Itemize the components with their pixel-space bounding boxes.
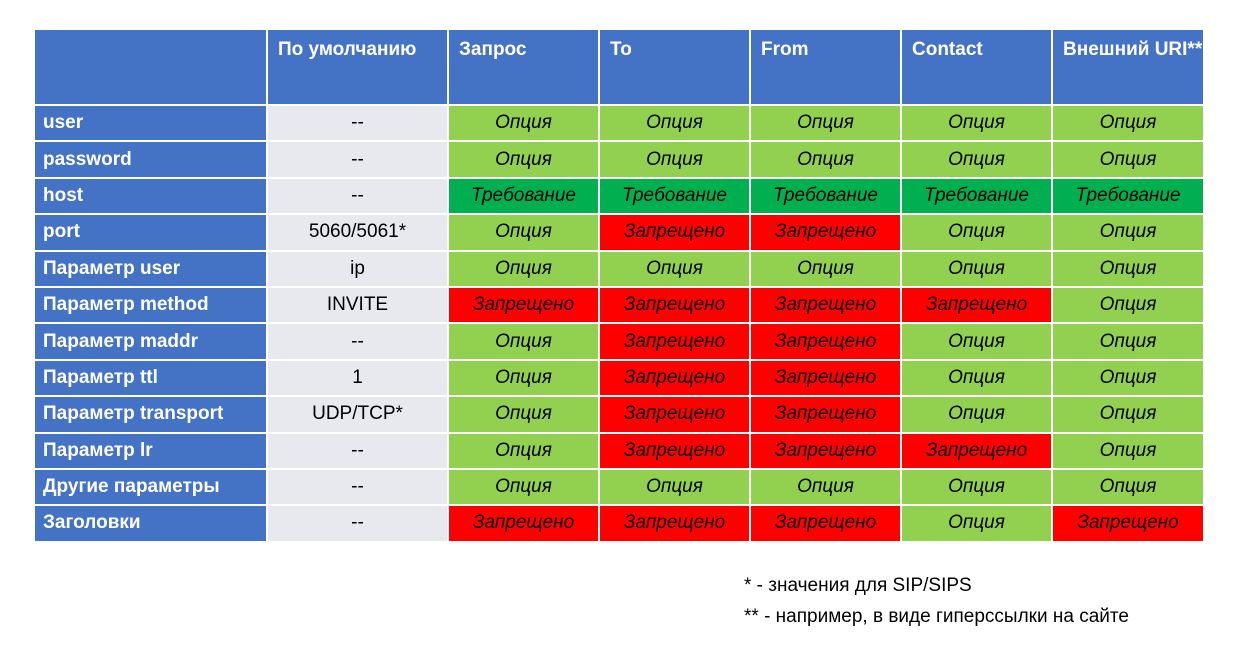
- cell-from: Опция: [750, 105, 901, 141]
- default-value-cell: --: [267, 433, 448, 469]
- cell-contact: Запрещено: [901, 433, 1052, 469]
- cell-external-uri: Опция: [1052, 141, 1204, 177]
- default-value-cell: --: [267, 178, 448, 214]
- row-label: host: [34, 178, 267, 214]
- cell-to: Запрещено: [599, 214, 750, 250]
- cell-contact: Опция: [901, 141, 1052, 177]
- cell-from: Запрещено: [750, 505, 901, 541]
- table-body: [34, 105, 1204, 542]
- header-corner: [34, 29, 267, 105]
- cell-request: Опция: [448, 433, 599, 469]
- row-label: Заголовки: [34, 505, 267, 541]
- header-external-uri: Внешний URI**: [1052, 29, 1204, 105]
- cell-contact: Опция: [901, 469, 1052, 505]
- row-label: Параметр transport: [34, 396, 267, 432]
- header-contact: Contact: [901, 29, 1052, 105]
- cell-contact: Запрещено: [901, 287, 1052, 323]
- default-value-cell: --: [267, 505, 448, 541]
- row-label: Параметр ttl: [34, 360, 267, 396]
- cell-contact: Опция: [901, 323, 1052, 359]
- cell-external-uri: Опция: [1052, 323, 1204, 359]
- table-row: [34, 178, 1204, 214]
- cell-from: Запрещено: [750, 287, 901, 323]
- row-label: Параметр method: [34, 287, 267, 323]
- cell-external-uri: Опция: [1052, 396, 1204, 432]
- cell-from: Опция: [750, 251, 901, 287]
- cell-request: Опция: [448, 214, 599, 250]
- table-row: [34, 396, 1204, 432]
- cell-from: Опция: [750, 469, 901, 505]
- row-label: Параметр lr: [34, 433, 267, 469]
- cell-request: Запрещено: [448, 505, 599, 541]
- cell-external-uri: Опция: [1052, 214, 1204, 250]
- row-label: password: [34, 141, 267, 177]
- default-value-cell: UDP/TCP*: [267, 396, 448, 432]
- table-row: [34, 323, 1204, 359]
- cell-from: Требование: [750, 178, 901, 214]
- row-label: user: [34, 105, 267, 141]
- cell-request: Опция: [448, 360, 599, 396]
- cell-request: Опция: [448, 105, 599, 141]
- cell-from: Запрещено: [750, 433, 901, 469]
- cell-to: Опция: [599, 141, 750, 177]
- cell-from: Запрещено: [750, 214, 901, 250]
- default-value-cell: --: [267, 105, 448, 141]
- cell-contact: Опция: [901, 251, 1052, 287]
- cell-to: Опция: [599, 469, 750, 505]
- cell-to: Запрещено: [599, 287, 750, 323]
- default-value-cell: INVITE: [267, 287, 448, 323]
- cell-contact: Требование: [901, 178, 1052, 214]
- cell-external-uri: Запрещено: [1052, 505, 1204, 541]
- default-value-cell: --: [267, 323, 448, 359]
- cell-contact: Опция: [901, 396, 1052, 432]
- cell-to: Запрещено: [599, 396, 750, 432]
- cell-external-uri: Требование: [1052, 178, 1204, 214]
- table-row: [34, 505, 1204, 541]
- default-value-cell: --: [267, 469, 448, 505]
- row-label: port: [34, 214, 267, 250]
- table-row: [34, 433, 1204, 469]
- header-default: По умолчанию: [267, 29, 448, 105]
- row-label: Параметр user: [34, 251, 267, 287]
- cell-contact: Опция: [901, 214, 1052, 250]
- table-row: [34, 214, 1204, 250]
- cell-external-uri: Опция: [1052, 360, 1204, 396]
- table-row: [34, 141, 1204, 177]
- cell-request: Опция: [448, 396, 599, 432]
- cell-request: Опция: [448, 251, 599, 287]
- table-row: [34, 105, 1204, 141]
- cell-external-uri: Опция: [1052, 469, 1204, 505]
- cell-external-uri: Опция: [1052, 433, 1204, 469]
- sip-uri-components-table: [33, 28, 1205, 543]
- cell-to: Запрещено: [599, 433, 750, 469]
- cell-contact: Опция: [901, 505, 1052, 541]
- cell-from: Опция: [750, 141, 901, 177]
- cell-to: Требование: [599, 178, 750, 214]
- cell-contact: Опция: [901, 105, 1052, 141]
- cell-to: Опция: [599, 251, 750, 287]
- table-row: [34, 287, 1204, 323]
- table-row: [34, 251, 1204, 287]
- cell-external-uri: Опция: [1052, 105, 1204, 141]
- cell-request: Требование: [448, 178, 599, 214]
- default-value-cell: 1: [267, 360, 448, 396]
- header-request: Запрос: [448, 29, 599, 105]
- cell-to: Запрещено: [599, 505, 750, 541]
- row-label: Параметр maddr: [34, 323, 267, 359]
- table-row: [34, 469, 1204, 505]
- default-value-cell: ip: [267, 251, 448, 287]
- cell-from: Запрещено: [750, 360, 901, 396]
- table-row: [34, 360, 1204, 396]
- row-label: Другие параметры: [34, 469, 267, 505]
- cell-from: Запрещено: [750, 323, 901, 359]
- cell-request: Опция: [448, 323, 599, 359]
- footnote-sip-sips: * - значения для SIP/SIPS: [744, 575, 972, 596]
- cell-to: Опция: [599, 105, 750, 141]
- default-value-cell: 5060/5061*: [267, 214, 448, 250]
- footnote-external-uri: ** - например, в виде гиперссылки на сайте: [744, 606, 1129, 627]
- header-to: To: [599, 29, 750, 105]
- cell-to: Запрещено: [599, 323, 750, 359]
- cell-external-uri: Опция: [1052, 287, 1204, 323]
- cell-to: Запрещено: [599, 360, 750, 396]
- default-value-cell: --: [267, 141, 448, 177]
- table-header-row: [34, 29, 1204, 105]
- cell-request: Опция: [448, 469, 599, 505]
- cell-contact: Опция: [901, 360, 1052, 396]
- footnotes: [744, 570, 1129, 632]
- cell-from: Запрещено: [750, 396, 901, 432]
- cell-external-uri: Опция: [1052, 251, 1204, 287]
- cell-request: Опция: [448, 141, 599, 177]
- cell-request: Запрещено: [448, 287, 599, 323]
- header-from: From: [750, 29, 901, 105]
